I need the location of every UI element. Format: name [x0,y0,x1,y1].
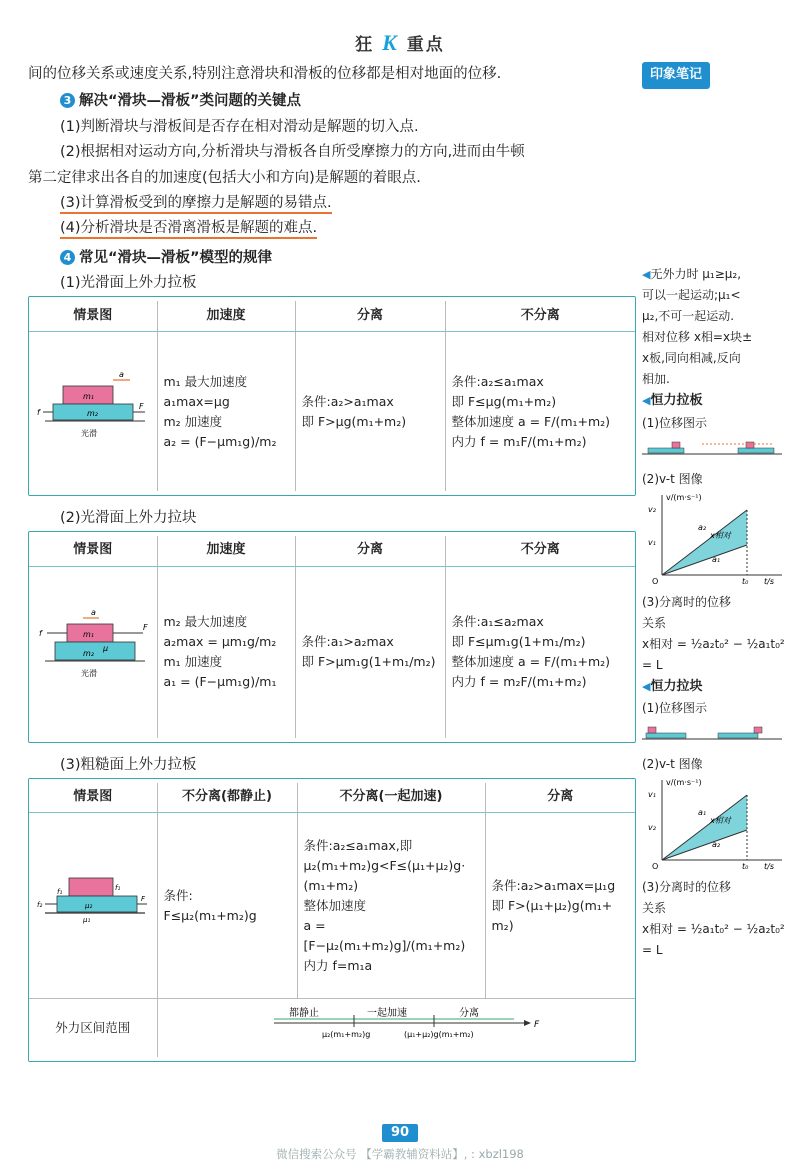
F-label: F [141,894,146,903]
t2-h4: 不分离 [445,536,635,566]
side-title-pull-block: ◀恒力拉块 [642,678,703,694]
table-2 [28,531,636,743]
b1-vt-title: (2)v-t 图像 [642,471,703,486]
b2-rel-2: 关系 [642,901,667,916]
b1-rel-1: (3)分离时的位移 [642,594,731,609]
v2-label: v₂ [648,504,656,514]
t2-h3: 分离 [295,536,445,566]
t1-h3: 分离 [295,301,445,331]
m1-label: m₁ [83,630,95,640]
section4-title: 4 常见“滑块—滑板”模型的规律 [28,246,638,271]
t3-still: 条件: F≤μ₂(m₁+m₂)g [157,813,297,999]
triangle-icon: ◀ [642,679,651,693]
t3-range-bar [157,999,635,1057]
s3-item-2b: 第二定律求出各自的加速度(包括大小和方向)是解题的着眼点. [28,169,421,186]
v2-label: v₂ [648,823,656,833]
table-1 [28,296,636,496]
t3-sep: 条件:a₂>a₁max=μ₁g 即 F>(μ₁+μ₂)g(m₁+ m₂) [485,813,635,999]
b2-vt-title: (2)v-t 图像 [642,757,703,772]
mu1-label: μ₁ [83,915,91,924]
t2-figure [29,566,157,738]
header-right: 重点 [406,35,445,55]
t0-label: t₀ [742,862,749,871]
triangle-icon: ◀ [642,267,651,281]
t1-nosep: 条件:a₂≤a₁max 即 F≤μg(m₁+m₂) 整体加速度 a = F/(m₁+m₂) 内力 f = m₁F/(m₁+m₂) [445,331,635,491]
triangle-icon: ◀ [642,393,651,407]
range-still: 都静止 [288,1008,319,1020]
t1-caption: (1)光滑面上外力拉板 [60,275,197,291]
s3-item-3: (3)计算滑板受到的摩擦力是解题的易错点. [28,191,638,216]
intro-line: 间的位移关系或速度关系,特别注意滑块和滑板的位移都是相对地面的位移. [28,66,502,82]
b1-disp-title: (1)位移图示 [642,415,707,430]
s3-item-2: (2)根据相对运动方向,分析滑块与滑板各自所受摩擦力的方向,进而由牛顿 [60,144,525,161]
t3-h4: 分离 [485,783,635,813]
x-rel-label: x相对 [710,816,731,826]
t2-h2: 加速度 [157,536,295,566]
main-column [28,62,638,1071]
t1-sep: 条件:a₂>a₁max 即 F>μg(m₁+m₂) [295,331,445,491]
t2-nosep: 条件:a₁≤a₂max 即 F≤μm₁g(1+m₁/m₂) 整体加速度 a = F/(m₁+m₂) 内力 f = m₂F/(m₁+m₂) [445,566,635,738]
s3-item-4: (4)分析滑块是否滑离滑板是解题的难点. [28,216,638,241]
t2-sep: 条件:a₁>a₂max 即 F>μm₁g(1+m₁/m₂) [295,566,445,738]
t1-h2: 加速度 [157,301,295,331]
t1-h1: 情景图 [29,301,157,331]
t3-h3: 不分离(一起加速) [297,783,485,813]
axis-v: v/(m·s⁻¹) [666,492,702,502]
f2-label: f₂ [37,900,43,909]
v1-label: v₁ [648,790,656,800]
m2-label: m₂ [87,408,99,418]
k-logo: K [382,30,399,55]
a1-label: a₁ [698,808,707,818]
section3-title: 3 解决“滑块—滑板”类问题的关键点 [28,89,638,114]
axis-v: v/(m·s⁻¹) [666,778,702,788]
axis-t: t/s [764,576,774,585]
rough-board-diagram [35,858,150,948]
t1-h4: 不分离 [445,301,635,331]
board-block-diagram [35,364,150,454]
s3-item-1: (1)判断滑块与滑板间是否存在相对滑动是解题的切入点. [60,118,419,135]
m1-label: m₁ [83,391,95,401]
mu-label: μ [103,644,109,654]
v1-label: v₁ [648,537,656,547]
t3-together: 条件:a₂≤a₁max,即 μ₂(m₁+m₂)g<F≤(μ₁+μ₂)g· (m₁+m₂) 整体加速度 a = [F−μ₂(m₁+m₂)g]/(m₁+m₂) 内力 f=m₁a [297,813,485,999]
range-bound-1: μ₂(m₁+m₂)g [321,1030,370,1040]
f-label: f [39,629,43,639]
a2-label: a₂ [712,840,721,850]
table-3 [28,778,636,1062]
b1-formula: x相对 = ½a₂t₀² − ½a₁t₀² = L [642,636,785,672]
side-title-pull-board: ◀恒力拉板 [642,392,703,408]
t2-accel: m₂ 最大加速度 a₂max = μm₁g/m₂ m₁ 加速度 a₁ = (F−μm₁g)/m₁ [157,566,295,738]
block-board-diagram [35,604,150,694]
force-range-diagram [164,1005,624,1045]
x-rel-label: x相对 [710,530,731,540]
impression-note-badge: 印象笔记 [642,62,710,89]
t1-accel: m₁ 最大加速度 a₁max=μg m₂ 加速度 a₂ = (F−μm₁g)/m₂ [157,331,295,491]
t3-h1: 情景图 [29,783,157,813]
page-number: 90 [382,1124,418,1142]
b2-rel-1: (3)分离时的位移 [642,880,731,895]
t2-caption: (2)光滑面上外力拉块 [60,509,197,526]
f1-label-2: f₁ [115,883,121,892]
a2-label: a₂ [698,522,707,532]
t2-h1: 情景图 [29,536,157,566]
smooth-label: 光滑 [81,669,98,679]
range-separate: 分离 [458,1008,479,1020]
t3-figure [29,813,157,999]
range-together: 一起加速 [366,1008,407,1020]
b1-rel-2: 关系 [642,615,667,630]
side-note-1: ◀无外力时 μ₁≥μ₂, 可以一起运动;μ₁< μ₂,不可一起运动. 相对位移 x相=x块± x板,同向相减,反向 相加. [642,266,753,386]
footer-watermark: 微信搜索公众号 【学霸教辅资料站】, : xbzl198 [276,1147,524,1161]
a1-label: a₁ [712,554,721,564]
number-badge: 3 [60,93,75,108]
range-bound-2: (μ₁+μ₂)g(m₁+m₂) [403,1030,474,1040]
b2-vt-graph [642,775,787,870]
page-header [0,30,800,56]
side-notes [642,62,792,961]
b2-displacement-figure [642,719,787,747]
b1-displacement-figure [642,434,787,462]
origin: O [652,862,659,871]
F-label: F [139,401,144,411]
t3-range-label: 外力区间范围 [55,1020,131,1036]
a-label: a [91,608,97,618]
m2-label: m₂ [83,649,95,659]
f1-label: f₁ [57,887,63,896]
number-badge: 4 [60,250,75,265]
origin: O [652,576,659,585]
f-label: f [37,407,41,417]
range-F: F [533,1020,539,1031]
t1-figure [29,331,157,491]
F-label: F [143,623,148,633]
b1-vt-graph [642,490,787,585]
t3-h2: 不分离(都静止) [157,783,297,813]
mu2-label: μ₂ [85,901,93,910]
b2-disp-title: (1)位移图示 [642,701,707,716]
t0-label: t₀ [742,576,749,585]
axis-t: t/s [764,862,774,871]
header-left: 狂 [355,35,375,55]
smooth-label: 光滑 [81,428,98,438]
a-label: a [119,369,125,379]
b2-formula: x相对 = ½a₁t₀² − ½a₂t₀² = L [642,922,785,958]
t3-caption: (3)粗糙面上外力拉板 [60,756,197,773]
